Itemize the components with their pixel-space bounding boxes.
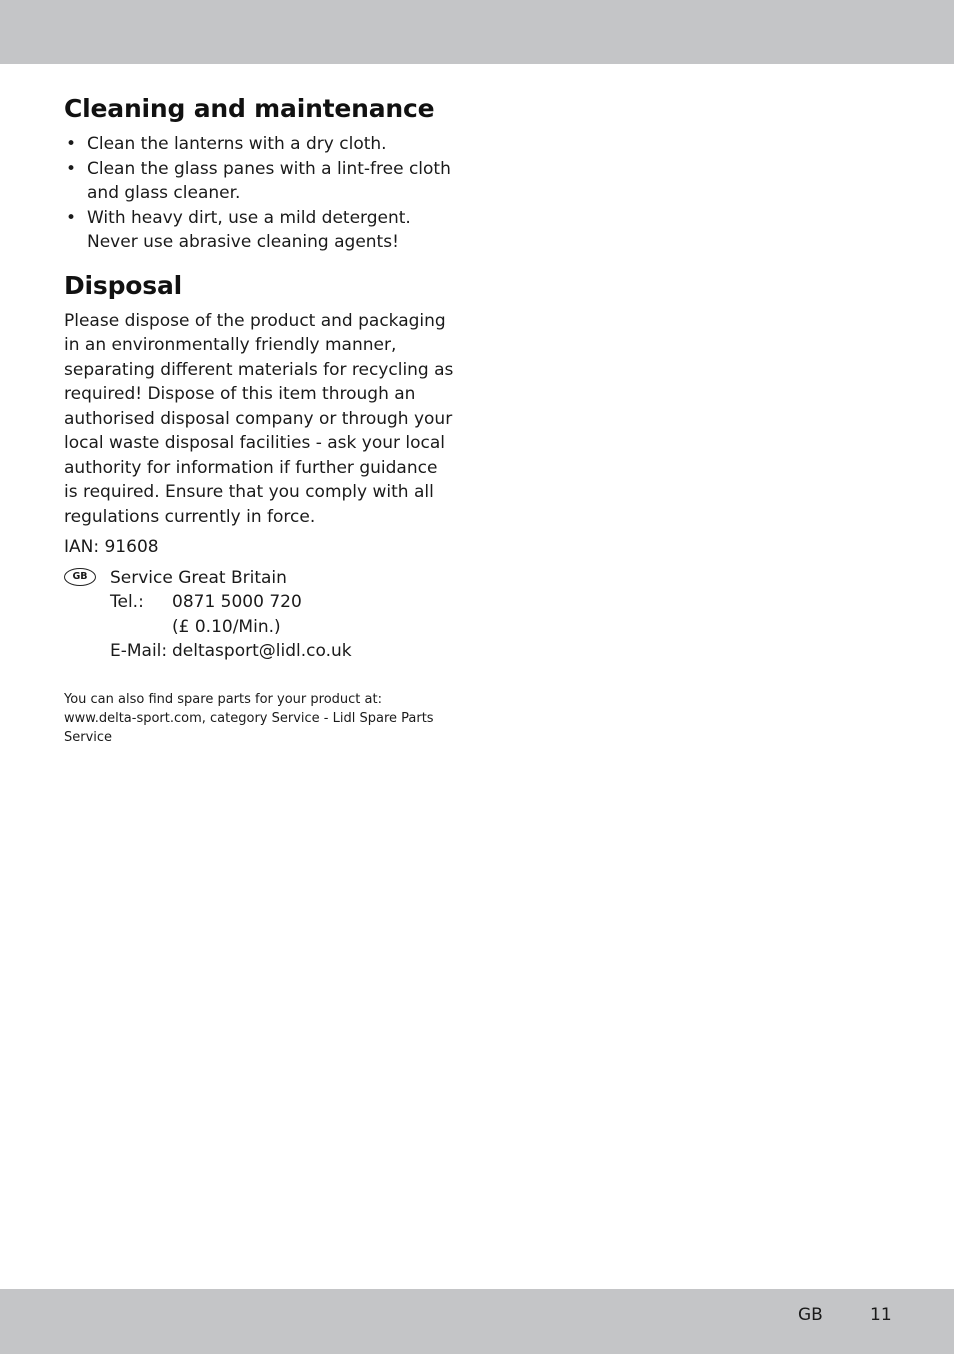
bullet-icon: • (66, 158, 77, 179)
service-title: Service Great Britain (110, 567, 287, 588)
email-label: E-Mail: (110, 641, 168, 661)
heading-cleaning: Cleaning and maintenance (64, 94, 435, 123)
bullet-icon: • (66, 207, 77, 228)
list-item-text: Clean the glass panes with a lint-free cloth and glass cleaner. (87, 158, 451, 203)
spare-parts-note: You can also find spare parts for your product at: www.delta-sport.com, category Service - Lidl Spare Parts Service (64, 691, 434, 745)
list-item (64, 132, 454, 157)
page-number: 11 (870, 1305, 892, 1325)
gb-country-icon: GB (64, 568, 96, 586)
list-item (64, 206, 454, 255)
ian-number: IAN: 91608 (64, 537, 159, 557)
email-value: deltasport@lidl.co.uk (172, 641, 352, 661)
footer-language: GB (798, 1305, 823, 1325)
list-item (64, 157, 454, 206)
list-item-text: With heavy dirt, use a mild detergent. Never use abrasive cleaning agents! (87, 207, 411, 252)
page-content (64, 92, 454, 747)
tel-label: Tel.: (110, 592, 144, 612)
tel-rate: (£ 0.10/Min.) (172, 616, 281, 637)
service-tel-row (110, 590, 454, 615)
tel-value: 0871 5000 720 (172, 592, 302, 612)
header-band (0, 0, 954, 64)
heading-disposal: Disposal (64, 270, 182, 300)
list-item-text: Clean the lanterns with a dry cloth. (87, 134, 387, 154)
cleaning-list (64, 132, 454, 255)
bullet-icon: • (66, 134, 77, 154)
service-block (64, 566, 454, 664)
service-email-row (110, 639, 454, 664)
disposal-text: Please dispose of the product and packaging in an environmentally friendly manner, separating different materials for recycling as required! Dispose of this item through an authorised disposal company or through your local waste disposal facilities - ask your local authority for information if further guidance is required. Ensure that you comply with all regulations currently in force. (64, 310, 454, 527)
